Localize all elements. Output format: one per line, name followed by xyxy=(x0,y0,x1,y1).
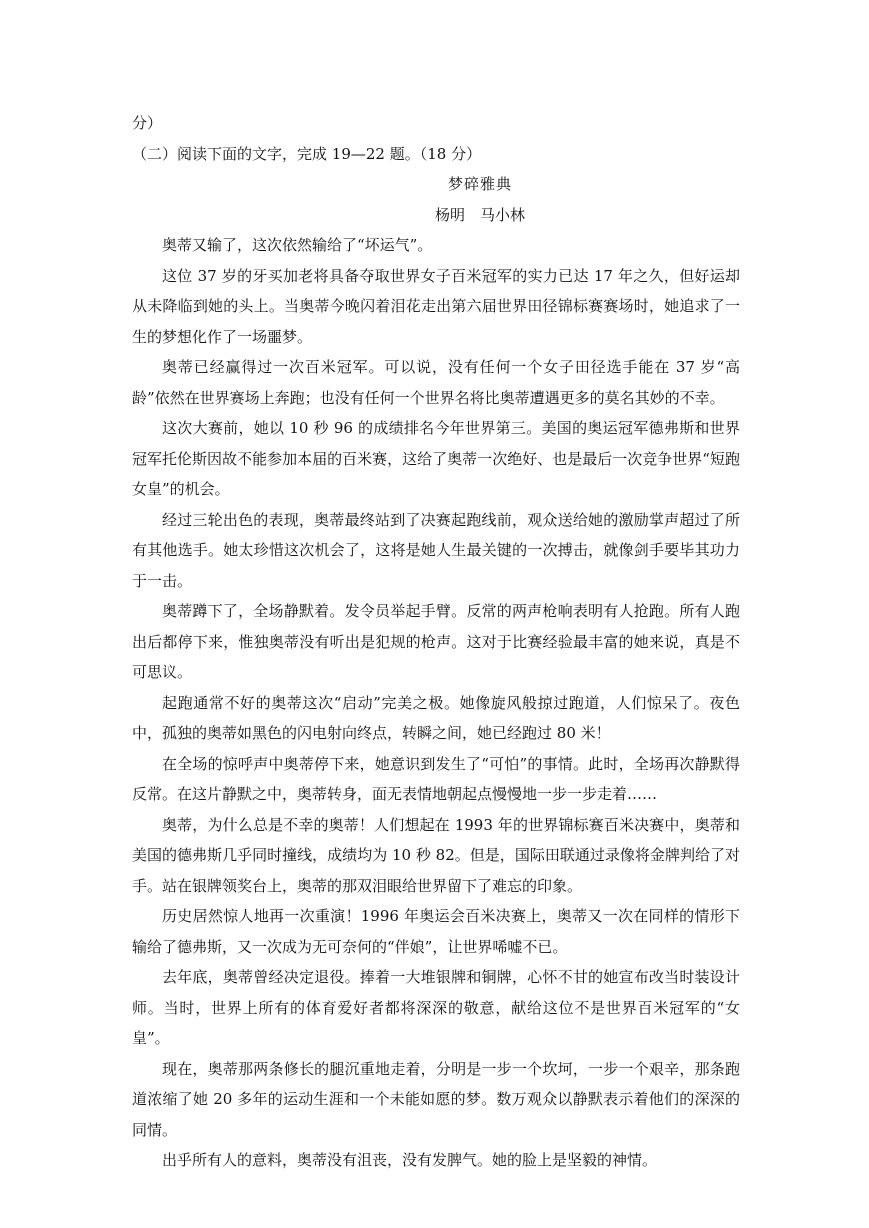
paragraph: 奥蒂又输了，这次依然输给了“坏运气”。 xyxy=(162,236,433,254)
paragraph: 奥蒂蹲下了，全场静默着。发令员举起手臂。反常的两声枪响表明有人抢跑。所有人跑出后都停下来，惟独奥蒂没有听出是犯规的枪声。这对于比赛经验最丰富的她来说，真是不可思议。 xyxy=(132,602,740,681)
paragraph: 这位 37 岁的牙买加老将具备夺取世界女子百米冠军的实力已达 17 年之久，但好运却从未降临到她的头上。当奥蒂今晚闪着泪花走出第六届世界田径锦标赛赛场时，她追求了一生的梦想化作了一场噩梦。 xyxy=(132,266,740,346)
paragraph: 经过三轮出色的表现，奥蒂最终站到了决赛起跑线前，观众送给她的激励掌声超过了所有其他选手。她太珍惜这次机会了，这将是她人生最关键的一次搏击，就像剑手要毕其功力于一击。 xyxy=(132,510,740,590)
paragraph: 奥蒂，为什么总是不幸的奥蒂！人们想起在 1993 年的世界锦标赛百米决赛中，奥蒂和美国的德弗斯几乎同时撞线，成绩均为 10 秒 82。但是，国际田联通过录像将金牌判给了对手。站在银牌领奖台上，奥蒂的那双泪眼给世界留下了难忘的印象。 xyxy=(132,815,740,895)
paragraph: 奥蒂已经赢得过一次百米冠军。可以说，没有任何一个女子田径选手能在 37 岁“高龄”依然在世界赛场上奔跑；也没有任何一个世界名将比奥蒂遭遇更多的莫名其妙的不幸。 xyxy=(132,358,740,407)
article-title: 梦碎雅典 xyxy=(447,175,512,193)
paragraph: 出乎所有人的意料，奥蒂没有沮丧，没有发脾气。她的脸上是坚毅的神情。 xyxy=(162,1151,658,1169)
paragraph: 现在，奥蒂那两条修长的腿沉重地走着，分明是一步一个坎坷，一步一个艰辛，那条跑道浓缩了她 20 多年的运动生涯和一个未能如愿的梦。数万观众以静默表示着他们的深深的同情。 xyxy=(132,1059,740,1139)
paragraph: 去年底，奥蒂曾经决定退役。捧着一大堆银牌和铜牌，心怀不甘的她宣布改当时装设计师。当时，世界上所有的体育爱好者都将深深的敬意，献给这位不是世界百米冠军的“女皇”。 xyxy=(132,968,740,1047)
document-body xyxy=(132,108,740,1176)
paragraph: 起跑通常不好的奥蒂这次“启动”完美之极。她像旋风般掠过跑道，人们惊呆了。夜色中，孤独的奥蒂如黑色的闪电射向终点，转瞬之间，她已经跑过 80 米！ xyxy=(132,693,740,742)
question-continuation: 分） xyxy=(132,114,163,132)
paragraph: 历史居然惊人地再一次重演！1996 年奥运会百米决赛上，奥蒂又一次在同样的情形下输给了德弗斯，又一次成为无可奈何的“伴娘”，让世界唏嘘不已。 xyxy=(132,907,740,956)
article-authors: 杨明 马小林 xyxy=(434,205,525,224)
paragraph: 这次大赛前，她以 10 秒 96 的成绩排名今年世界第三。美国的奥运冠军德弗斯和世界冠军托伦斯因故不能参加本届的百米赛，这给了奥蒂一次绝好、也是最后一次竞争世界“短跑女皇”的机会。 xyxy=(132,419,740,498)
paragraph: 在全场的惊呼声中奥蒂停下来，她意识到发生了“可怕”的事情。此时，全场再次静默得反常。在这片静默之中，奥蒂转身，面无表情地朝起点慢慢地一步一步走着…… xyxy=(132,754,740,803)
section-instruction: （二）阅读下面的文字，完成 19—22 题。（18 分） xyxy=(132,144,482,163)
